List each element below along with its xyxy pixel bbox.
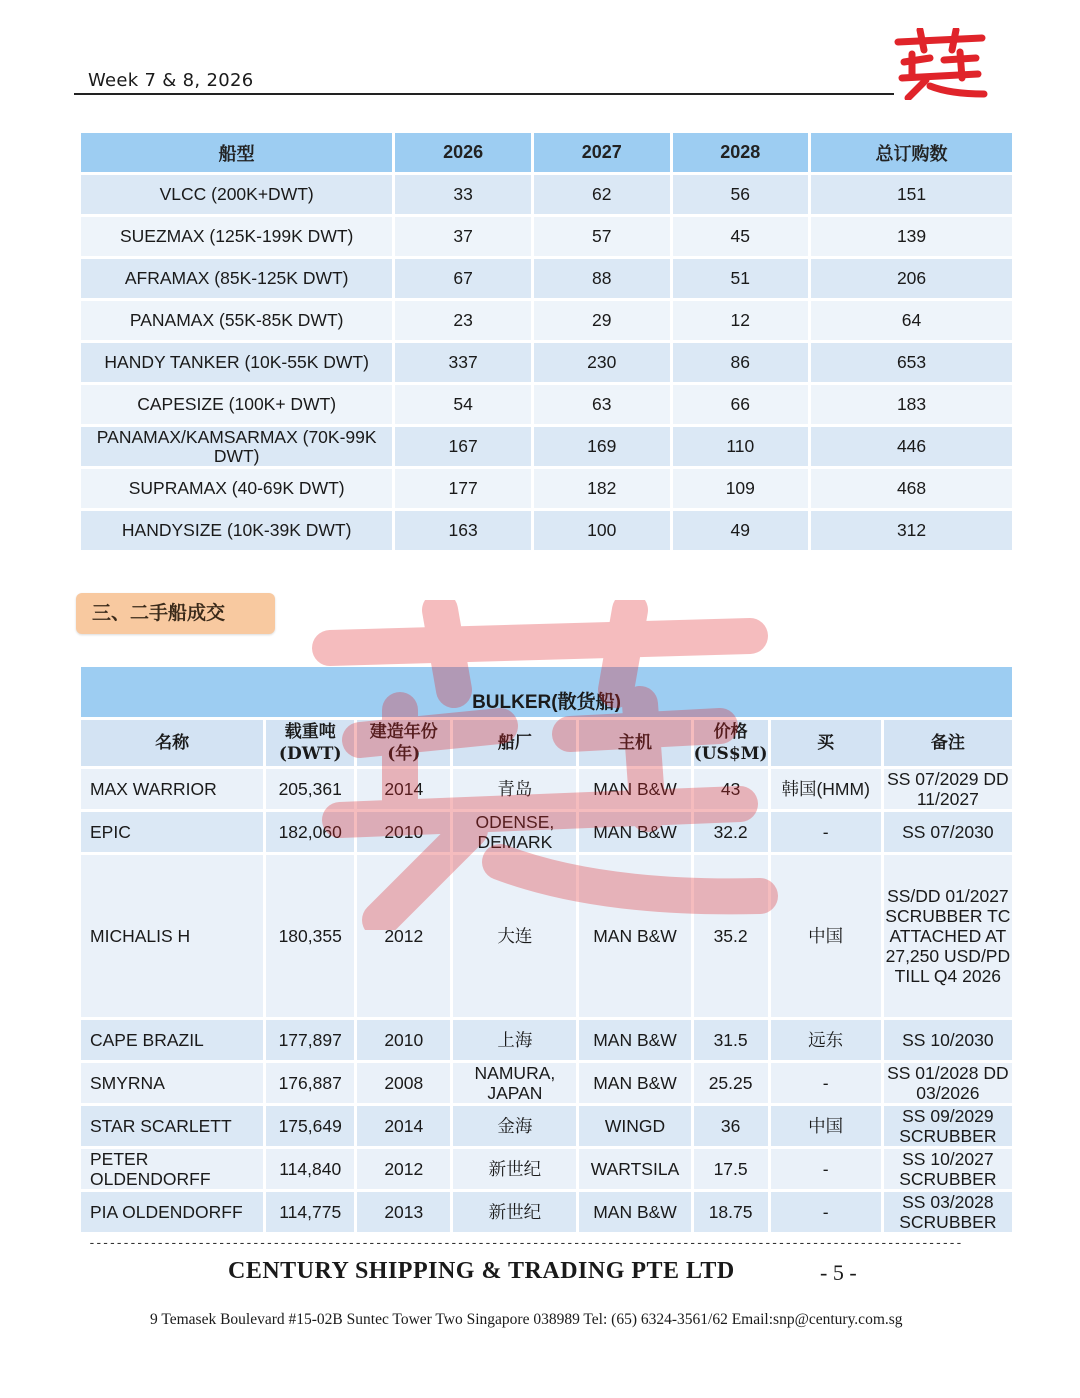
table-cell: 青岛 <box>453 769 576 809</box>
table-cell: 151 <box>811 175 1012 214</box>
col-yard: 船厂 <box>453 720 576 766</box>
table-cell: 2014 <box>357 1106 450 1146</box>
table-cell: 446 <box>811 427 1012 466</box>
table-row <box>81 301 1012 340</box>
ship-type-cell: PANAMAX (55K-85K DWT) <box>81 301 392 340</box>
table-cell: 17.5 <box>694 1149 768 1189</box>
table-cell: 176,887 <box>266 1063 354 1103</box>
table-cell: 新世纪 <box>453 1149 576 1189</box>
vessel-name-cell: MICHALIS H <box>81 855 263 1017</box>
col-name: 名称 <box>81 720 263 766</box>
ship-type-cell: SUPRAMAX (40-69K DWT) <box>81 469 392 508</box>
vessel-name-cell: STAR SCARLETT <box>81 1106 263 1146</box>
table-cell: 56 <box>673 175 809 214</box>
table-cell: - <box>771 812 881 852</box>
table-cell: 167 <box>395 427 531 466</box>
table-cell: 205,361 <box>266 769 354 809</box>
table-cell: 183 <box>811 385 1012 424</box>
col-dwt: 载重吨 (DWT) <box>266 720 354 766</box>
ship-type-cell: VLCC (200K+DWT) <box>81 175 392 214</box>
vessel-name-cell: MAX WARRIOR <box>81 769 263 809</box>
table-cell: - <box>771 1063 881 1103</box>
table-cell: 2014 <box>357 769 450 809</box>
table-cell: MAN B&W <box>579 769 690 809</box>
table-cell: 51 <box>673 259 809 298</box>
table-cell: 新世纪 <box>453 1192 576 1232</box>
section-title: 三、二手船成交 <box>76 593 275 634</box>
table-cell: 2012 <box>357 855 450 1017</box>
table-cell: 180,355 <box>266 855 354 1017</box>
table-cell: 468 <box>811 469 1012 508</box>
table-row <box>81 511 1012 550</box>
table-cell: ODENSE, DEMARK <box>453 812 576 852</box>
col-total: 总订购数 <box>811 133 1012 172</box>
table-row <box>81 259 1012 298</box>
table-row <box>81 175 1012 214</box>
orderbook-header-row <box>81 133 1012 172</box>
table-cell: 86 <box>673 343 809 382</box>
ship-type-cell: AFRAMAX (85K-125K DWT) <box>81 259 392 298</box>
table-row <box>81 1149 1012 1189</box>
table-cell: 韩国(HMM) <box>771 769 881 809</box>
table-cell: 139 <box>811 217 1012 256</box>
table-cell: 169 <box>534 427 670 466</box>
table-cell: MAN B&W <box>579 1063 690 1103</box>
footer-divider: -------------------------------------------------------------------------------------------------------------------------------- <box>88 1238 962 1250</box>
table-cell: 62 <box>534 175 670 214</box>
col-remarks: 备注 <box>884 720 1012 766</box>
table-cell: 64 <box>811 301 1012 340</box>
table-cell: 177 <box>395 469 531 508</box>
table-cell: 18.75 <box>694 1192 768 1232</box>
table-cell: 2010 <box>357 812 450 852</box>
table-cell: 110 <box>673 427 809 466</box>
watermark-logo-icon <box>300 600 780 930</box>
table-cell: 35.2 <box>694 855 768 1017</box>
vessel-name-cell: EPIC <box>81 812 263 852</box>
col-ship-type: 船型 <box>81 133 392 172</box>
table-cell: 54 <box>395 385 531 424</box>
orderbook-table <box>78 130 1015 553</box>
table-cell: - <box>771 1192 881 1232</box>
table-row <box>81 217 1012 256</box>
table-cell: 2010 <box>357 1020 450 1060</box>
table-cell: SS 07/2029 DD 11/2027 <box>884 769 1012 809</box>
ship-type-cell: SUEZMAX (125K-199K DWT) <box>81 217 392 256</box>
vessel-name-cell: CAPE BRAZIL <box>81 1020 263 1060</box>
table-cell: 163 <box>395 511 531 550</box>
table-row <box>81 427 1012 466</box>
table-row <box>81 385 1012 424</box>
table-cell: 337 <box>395 343 531 382</box>
ship-type-cell: PANAMAX/KAMSARMAX (70K-99K DWT) <box>81 427 392 466</box>
table-cell: 49 <box>673 511 809 550</box>
table-cell: 182 <box>534 469 670 508</box>
table-cell: MAN B&W <box>579 1192 690 1232</box>
table-cell: - <box>771 1149 881 1189</box>
table-cell: MAN B&W <box>579 1020 690 1060</box>
ship-type-cell: CAPESIZE (100K+ DWT) <box>81 385 392 424</box>
table-cell: MAN B&W <box>579 812 690 852</box>
table-row <box>81 469 1012 508</box>
col-2028: 2028 <box>673 133 809 172</box>
table-cell: 上海 <box>453 1020 576 1060</box>
table-cell: 远东 <box>771 1020 881 1060</box>
bulker-title: BULKER(散货船) <box>81 667 1012 717</box>
col-buyer: 买 <box>771 720 881 766</box>
table-cell: 653 <box>811 343 1012 382</box>
table-cell: MAN B&W <box>579 855 690 1017</box>
table-cell: 88 <box>534 259 670 298</box>
table-cell: 金海 <box>453 1106 576 1146</box>
table-cell: SS 03/2028 SCRUBBER <box>884 1192 1012 1232</box>
table-cell: 182,060 <box>266 812 354 852</box>
table-cell: 36 <box>694 1106 768 1146</box>
table-cell: SS 10/2030 <box>884 1020 1012 1060</box>
table-cell: 2013 <box>357 1192 450 1232</box>
table-cell: 31.5 <box>694 1020 768 1060</box>
table-cell: 114,840 <box>266 1149 354 1189</box>
table-cell: 175,649 <box>266 1106 354 1146</box>
table-cell: SS 10/2027 SCRUBBER <box>884 1149 1012 1189</box>
table-cell: 312 <box>811 511 1012 550</box>
table-cell: 大连 <box>453 855 576 1017</box>
company-logo-icon <box>890 28 990 100</box>
vessel-name-cell: PETER OLDENDORFF <box>81 1149 263 1189</box>
report-week: Week 7 & 8, 2026 <box>88 70 254 91</box>
table-cell: SS 07/2030 <box>884 812 1012 852</box>
company-address: 9 Temasek Boulevard #15-02B Suntec Tower Two Singapore 038989 Tel: (65) 6324-3561/62 Email:snp@century.com.sg <box>150 1311 903 1328</box>
ship-type-cell: HANDYSIZE (10K-39K DWT) <box>81 511 392 550</box>
table-cell: NAMURA, JAPAN <box>453 1063 576 1103</box>
col-built: 建造年份 (年) <box>357 720 450 766</box>
col-engine: 主机 <box>579 720 690 766</box>
table-row <box>81 1063 1012 1103</box>
table-cell: 中国 <box>771 1106 881 1146</box>
table-cell: 12 <box>673 301 809 340</box>
table-cell: SS 09/2029 SCRUBBER <box>884 1106 1012 1146</box>
table-cell: 29 <box>534 301 670 340</box>
table-cell: 114,775 <box>266 1192 354 1232</box>
col-2027: 2027 <box>534 133 670 172</box>
table-row <box>81 1106 1012 1146</box>
table-cell: 67 <box>395 259 531 298</box>
table-cell: 2012 <box>357 1149 450 1189</box>
col-2026: 2026 <box>395 133 531 172</box>
table-cell: WINGD <box>579 1106 690 1146</box>
table-cell: 206 <box>811 259 1012 298</box>
table-cell: 177,897 <box>266 1020 354 1060</box>
table-cell: 230 <box>534 343 670 382</box>
table-row <box>81 1192 1012 1232</box>
company-name: CENTURY SHIPPING & TRADING PTE LTD <box>228 1258 735 1284</box>
table-cell: SS/DD 01/2027 SCRUBBER TC ATTACHED AT 27,250 USD/PD TILL Q4 2026 <box>884 855 1012 1017</box>
table-cell: 43 <box>694 769 768 809</box>
vessel-name-cell: SMYRNA <box>81 1063 263 1103</box>
page-number: - 5 - <box>820 1260 857 1285</box>
table-cell: 63 <box>534 385 670 424</box>
table-cell: 23 <box>395 301 531 340</box>
table-cell: 109 <box>673 469 809 508</box>
table-cell: 2008 <box>357 1063 450 1103</box>
table-cell: 100 <box>534 511 670 550</box>
table-cell: 中国 <box>771 855 881 1017</box>
table-cell: 32.2 <box>694 812 768 852</box>
table-cell: 33 <box>395 175 531 214</box>
table-row <box>81 1020 1012 1060</box>
header-divider <box>74 93 894 95</box>
table-cell: SS 01/2028 DD 03/2026 <box>884 1063 1012 1103</box>
table-row <box>81 343 1012 382</box>
table-cell: WARTSILA <box>579 1149 690 1189</box>
ship-type-cell: HANDY TANKER (10K-55K DWT) <box>81 343 392 382</box>
table-cell: 45 <box>673 217 809 256</box>
vessel-name-cell: PIA OLDENDORFF <box>81 1192 263 1232</box>
col-price: 价格 (US$M) <box>693 722 768 764</box>
table-cell: 57 <box>534 217 670 256</box>
table-cell: 25.25 <box>694 1063 768 1103</box>
table-cell: 37 <box>395 217 531 256</box>
table-cell: 66 <box>673 385 809 424</box>
